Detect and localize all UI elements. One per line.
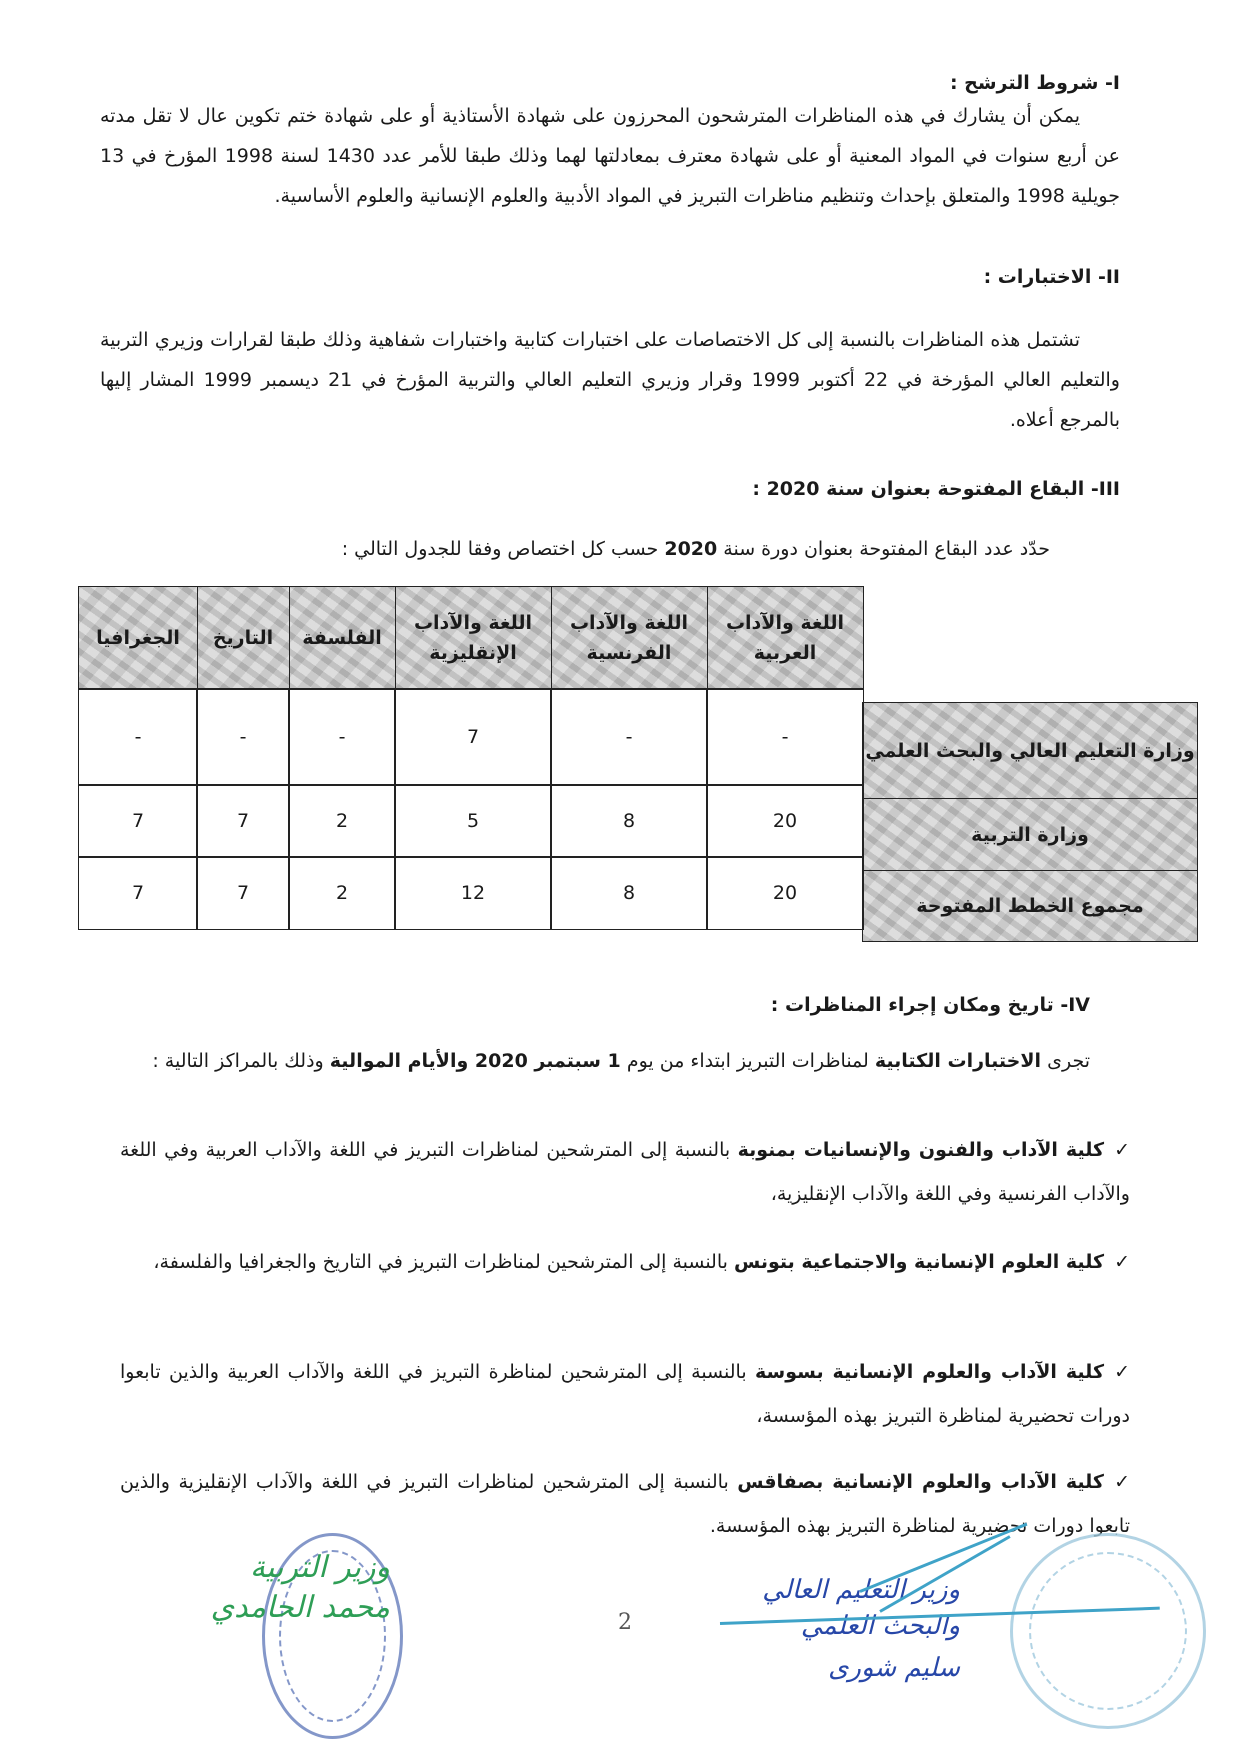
table-cell: 7	[196, 784, 290, 858]
column-header: الفلسفة	[288, 586, 396, 690]
table-cell: -	[196, 688, 290, 786]
exam-intro-date: 1 سبتمبر 2020 والأيام الموالية	[329, 1050, 621, 1072]
table-cell: 2	[288, 856, 396, 930]
signature-line: وزير التربية	[250, 1550, 390, 1585]
center-name: كلية الآداب والفنون والإنسانيات بمنوبة	[737, 1139, 1105, 1161]
column-header: اللغة والآداب الإنقليزية	[394, 586, 552, 690]
table-intro-text: حدّد عدد البقاع المفتوحة بعنوان دورة سنة	[717, 538, 1050, 560]
exam-intro	[100, 1046, 1090, 1076]
table-cell: -	[550, 688, 708, 786]
center-item	[120, 1350, 1130, 1438]
exam-intro-bold: الاختبارات الكتابية	[874, 1050, 1042, 1072]
center-text: بالنسبة إلى المترشحين لمناظرات التبريز في التاريخ والجغرافيا والفلسفة،	[153, 1251, 734, 1273]
table-cell: 7	[394, 688, 552, 786]
column-header: الجغرافيا	[78, 586, 198, 690]
table-cell: 7	[78, 784, 198, 858]
check-icon: ✓	[1114, 1139, 1131, 1161]
row-label: وزارة التربية	[862, 798, 1198, 872]
signature-line: محمد الحامدي	[210, 1590, 390, 1625]
center-item	[120, 1240, 1130, 1284]
signature-line: وزير التعليم العالي	[762, 1575, 960, 1605]
section-text-1: يمكن أن يشارك في هذه المناظرات المترشحون المحرزون على شهادة الأستاذية أو على شهادة ختم تكوين عال لا تقل مدته عن أربع سنوات في المواد المعنية أو على شهادة معترف بمعادلتها لهما وذلك طبقا للأمر عدد 1430 لسنة 1998 المؤرخ في 13 جويلية 1998 والمتعلق بإحداث وتنظيم مناظرات التبريز في المواد الأدبية والعلوم الإنسانية والعلوم الأساسية.	[100, 105, 1120, 207]
table-cell: 7	[196, 856, 290, 930]
section-heading-2: II- الاختبارات :	[983, 266, 1120, 288]
section-paragraph-2	[100, 320, 1120, 440]
signature-line: سليم شورى	[828, 1653, 960, 1683]
exam-intro-text: تجرى	[1041, 1050, 1090, 1072]
section-text-2: تشتمل هذه المناظرات بالنسبة إلى كل الاختصاصات على اختبارات كتابية واختبارات شفاهية وذلك طبقا لقرارات وزيري التربية والتعليم العالي المؤرخة في 22 أكتوبر 1999 وقرار وزيري التعليم العالي والتربية المؤرخ في 21 ديسمبر 1999 المشار إليها بالمرجع أعلاه.	[100, 329, 1120, 431]
center-name: كلية الآداب والعلوم الإنسانية بسوسة	[755, 1361, 1104, 1383]
table-cell: 2	[288, 784, 396, 858]
section-heading-1: I- شروط الترشح :	[949, 72, 1120, 94]
table-cell: -	[78, 688, 198, 786]
table-cell: 12	[394, 856, 552, 930]
column-header: التاريخ	[196, 586, 290, 690]
column-header: اللغة والآداب الفرنسية	[550, 586, 708, 690]
table-intro	[100, 534, 1050, 564]
check-icon: ✓	[1114, 1361, 1130, 1383]
row-label: وزارة التعليم العالي والبحث العلمي	[862, 702, 1198, 800]
center-item	[120, 1460, 1130, 1548]
center-text: بالنسبة إلى المترشحين لمناظرات التبريز في اللغة والآداب الإنقليزية والذين تابعوا دورات تحضيرية لمناظرة التبريز بهذه المؤسسة.	[120, 1471, 1130, 1537]
check-icon: ✓	[1114, 1251, 1130, 1273]
check-icon: ✓	[1114, 1471, 1130, 1493]
table-cell: -	[288, 688, 396, 786]
table-intro-text-end: حسب كل اختصاص وفقا للجدول التالي :	[341, 538, 665, 560]
section-heading-4: IV- تاريخ ومكان إجراء المناظرات :	[770, 994, 1090, 1016]
section-heading-3: III- البقاع المفتوحة بعنوان سنة 2020 :	[752, 478, 1120, 500]
center-name: كلية العلوم الإنسانية والاجتماعية بتونس	[733, 1251, 1104, 1273]
center-text: بالنسبة إلى المترشحين لمناظرة التبريز في اللغة والآداب العربية والذين تابعوا دورات تحضيرية لمناظرة التبريز بهذه المؤسسة،	[120, 1361, 1130, 1427]
table-cell: 20	[706, 784, 864, 858]
page-number: 2	[618, 1610, 632, 1635]
table-cell: 8	[550, 856, 708, 930]
table-cell: 8	[550, 784, 708, 858]
signature-minister-education	[10, 1548, 390, 1628]
center-item	[120, 1128, 1130, 1216]
center-name: كلية الآداب والعلوم الإنسانية بصفاقس	[737, 1471, 1104, 1493]
table-cell: 5	[394, 784, 552, 858]
table-intro-year: 2020	[664, 538, 718, 560]
section-paragraph-1	[100, 96, 1120, 216]
signature-line: والبحث العلمي	[800, 1611, 960, 1641]
exam-intro-text: لمناظرات التبريز ابتداء من يوم	[620, 1050, 875, 1072]
open-positions-table	[78, 586, 1198, 931]
column-header: اللغة والآداب العربية	[706, 586, 864, 690]
exam-intro-text: وذلك بالمراكز التالية :	[152, 1050, 330, 1072]
table-cell: 20	[706, 856, 864, 930]
center-text: بالنسبة إلى المترشحين لمناظرات التبريز في اللغة والآداب العربية وفي اللغة والآداب الفرنسية وفي اللغة والآداب الإنقليزية،	[120, 1139, 1130, 1205]
table-cell: 7	[78, 856, 198, 930]
table-cell: -	[706, 688, 864, 786]
official-seal-right	[1010, 1533, 1206, 1729]
row-label: مجموع الخطط المفتوحة	[862, 870, 1198, 942]
